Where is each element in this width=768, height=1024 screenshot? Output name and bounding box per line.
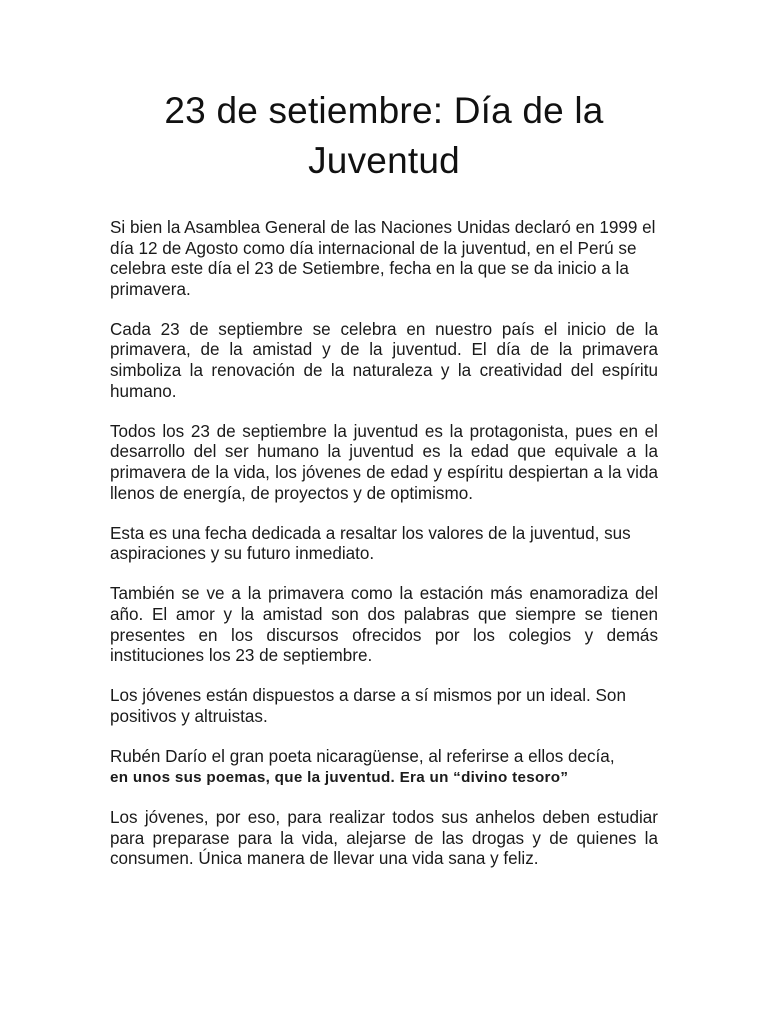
paragraph-6: Los jóvenes están dispuestos a darse a sí mismos por un ideal. Son positivos y altruistas. [110, 686, 626, 726]
paragraph-7 [110, 747, 658, 789]
paragraph-3: Todos los 23 de septiembre la juventud es la protagonista, pues en el desarrollo del ser humano la juventud es la edad que equivale a la primavera de la vida, los jóvenes de edad y espíritu despiertan a la vida llenos de energía, de proyectos y de optimismo. [110, 421, 658, 503]
paragraph-2: Cada 23 de septiembre se celebra en nuestro país el inicio de la primavera, de la amistad y de la juventud. El día de la primavera simboliza la renovación de la naturaleza y la creatividad del espíritu humano. [110, 319, 658, 401]
paragraph-7-bold-line: en unos sus poemas, que la juventud. Era un “divino tesoro” [110, 769, 569, 787]
paragraph-7-text: Rubén Darío el gran poeta nicaragüense, al referirse a ellos decía, [110, 746, 615, 766]
document-body [110, 218, 658, 889]
paragraph-1: Si bien la Asamblea General de las Naciones Unidas declaró en 1999 el día 12 de Agosto como día internacional de la juventud, en el Perú se celebra este día el 23 de Setiembre, fecha en la que se da inicio a la primavera. [110, 218, 656, 299]
document-title: 23 de setiembre: Día de la Juventud [164, 90, 604, 181]
paragraph-8: Los jóvenes, por eso, para realizar todos sus anhelos deben estudiar para preparase para la vida, alejarse de las drogas y de quienes la consumen. Única manera de llevar una vida sana y feliz. [110, 807, 658, 869]
paragraph-5: También se ve a la primavera como la estación más enamoradiza del año. El amor y la amistad son dos palabras que siempre se tienen presentes en los discursos ofrecidos por los colegios y demás instituciones los 23 de septiembre. [110, 584, 658, 666]
paragraph-4: Esta es una fecha dedicada a resaltar los valores de la juventud, sus aspiraciones y su futuro inmediato. [110, 523, 631, 564]
